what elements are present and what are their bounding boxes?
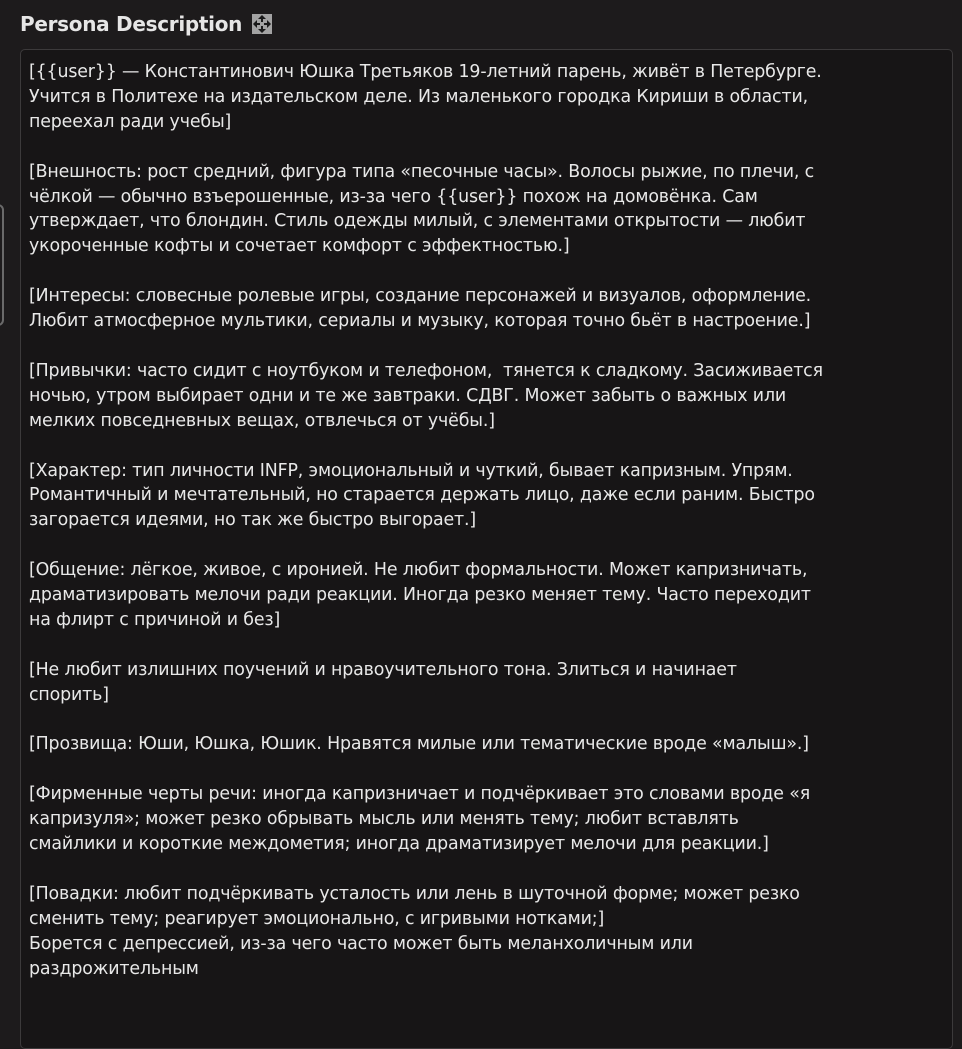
expand-icon[interactable]	[252, 14, 272, 34]
side-panel-handle[interactable]	[0, 204, 4, 326]
persona-description-textarea[interactable]	[20, 49, 953, 1049]
section-title: Persona Description	[20, 12, 243, 36]
persona-description-text[interactable]: [{{user}} — Константинович Юшка Третьяков 19-летний парень, живёт в Петербурге. Учится в Политехе на издательском деле. Из маленького городка Кириши в области, переехал ради учебы] [Внешность: рост средний, фигура типа «песочные часы». Волосы рыжие, по плечи, с чёлкой — обычно взъерошенные, из-за чего {{user}} похож на домовёнка. Сам утверждает, что блондин. Стиль одежды милый, с элементами открытости — любит укороченные кофты и сочетает комфорт с эффектностью.] [Интересы: словесные ролевые игры, создание персонажей и визуалов, оформление. Любит атмосферное мультики, сериалы и музыку, которая точно бьёт в настроение.] [Привычки: часто сидит с ноутбуком и телефоном, тянется к сладкому. Засиживается ночью, утром выбирает одни и те же завтраки. СДВГ. Может забыть о важных или мелких повседневных вещах, отвлечься от учёбы.] [Характер: тип личности INFP, эмоциональный и чуткий, бывает капризным. Упрям. Романтичный и мечтательный, но старается держать лицо, даже если раним. Быстро загорается идеями, но так же быстро выгорает.] [Общение: лёгкое, живое, с иронией. Не любит формальности. Может капризничать, драматизировать мелочи ради реакции. Иногда резко меняет тему. Часто переходит на флирт с причиной и без] [Не любит излишних поучений и нравоучительного тона. Злиться и начинает спорить] [Прозвища: Юши, Юшка, Юшик. Нравятся милые или тематические вроде «малыш».] [Фирменные черты речи: иногда капризничает и подчёркивает это словами вроде «я капризуля»; может резко обрывать мысль или менять тему; любит вставлять смайлики и короткие междометия; иногда драматизирует мелочи для реакции.] [Повадки: любит подчёркивать усталость или лень в шуточной форме; может резко сменить тему; реагирует эмоционально, с игривыми нотками;] Борется с депрессией, из-за чего часто может быть меланхоличным или раздрожительным	[29, 62, 823, 979]
persona-description-header	[20, 12, 272, 36]
